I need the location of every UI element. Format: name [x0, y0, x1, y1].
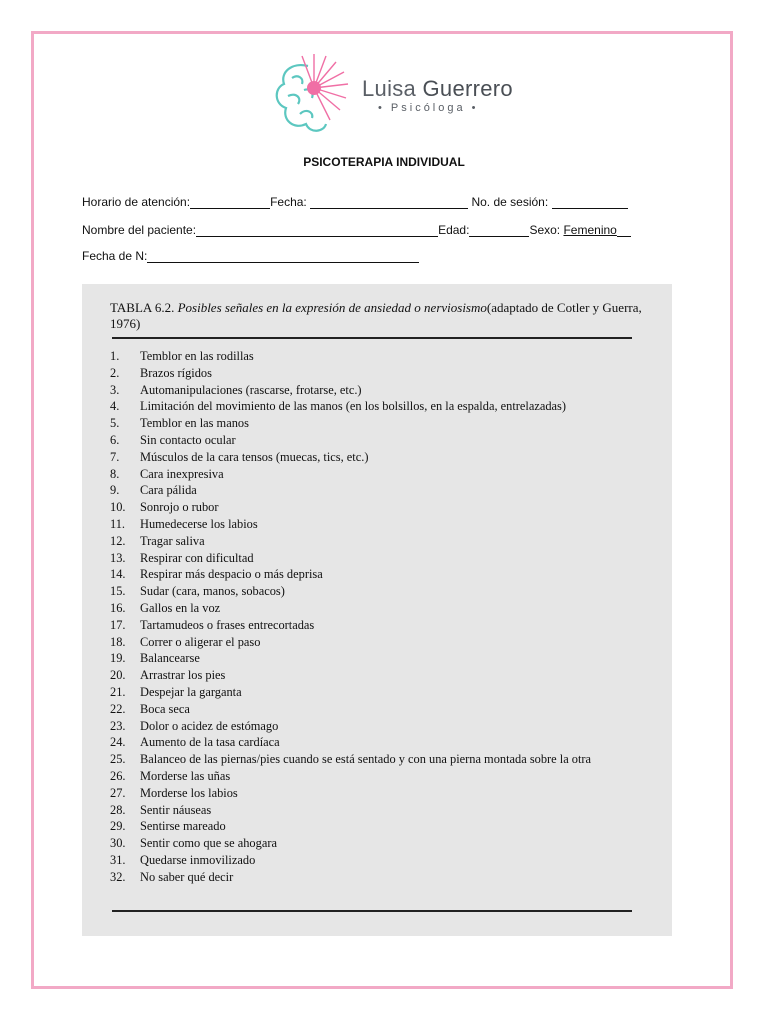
top-rule: [112, 337, 632, 339]
item-text: Músculos de la cara tensos (muecas, tics, etc.): [140, 449, 369, 464]
item-number: 14.: [110, 567, 126, 582]
item-text: Brazos rígidos: [140, 365, 212, 380]
sexo-label: Sexo:: [529, 223, 561, 237]
sexo-underline: [617, 223, 631, 237]
list-item: [110, 516, 640, 533]
table-title-italic: Posibles señales en la expresión de ansiedad o nerviosismo: [177, 300, 487, 315]
list-item: [110, 684, 640, 701]
item-text: Respirar con dificultad: [140, 550, 254, 565]
item-number: 15.: [110, 584, 126, 599]
page-title: PSICOTERAPIA INDIVIDUAL: [303, 155, 465, 169]
item-text: Gallos en la voz: [140, 600, 221, 615]
item-text: Temblor en las manos: [140, 416, 249, 431]
item-number: 31.: [110, 852, 126, 867]
anxiety-signs-table: [82, 284, 672, 936]
bottom-rule: [112, 910, 632, 912]
brand-subtitle: • Psicóloga •: [378, 102, 479, 114]
list-item: [110, 600, 640, 617]
list-item: [110, 432, 640, 449]
item-text: Sentir náuseas: [140, 802, 212, 817]
paciente-field[interactable]: [196, 223, 438, 237]
item-number: 9.: [110, 483, 120, 498]
item-number: 1.: [110, 349, 120, 363]
item-number: 28.: [110, 802, 126, 817]
item-text: Sentirse mareado: [140, 819, 226, 834]
item-text: Tragar saliva: [140, 533, 205, 548]
brand-first-name: Luisa: [362, 76, 417, 101]
brand-last-name: Guerrero: [422, 76, 513, 101]
item-text: Sentir como que se ahogara: [140, 836, 277, 851]
item-number: 11.: [110, 516, 126, 531]
list-item: [110, 398, 640, 415]
item-text: Balanceo de las piernas/pies cuando se está sentado y con una pierna montada sobre la otra: [140, 752, 592, 767]
sesion-field[interactable]: [552, 195, 628, 209]
item-number: 16.: [110, 600, 126, 615]
item-text: Morderse las uñas: [140, 768, 231, 783]
sexo-value[interactable]: Femenino: [563, 223, 617, 237]
item-number: 6.: [110, 432, 120, 447]
item-number: 21.: [110, 684, 126, 699]
item-number: 4.: [110, 399, 120, 414]
list-item: [110, 650, 640, 667]
item-text: Quedarse inmovilizado: [140, 852, 256, 867]
list-item: [110, 852, 640, 869]
item-number: 18.: [110, 634, 126, 649]
fecha-field[interactable]: [310, 195, 468, 209]
list-item: [110, 550, 640, 567]
list-item: [110, 718, 640, 735]
horario-label: Horario de atención:: [82, 195, 191, 209]
paciente-label: Nombre del paciente:: [82, 223, 197, 237]
list-item: [110, 835, 640, 852]
item-text: Boca seca: [140, 701, 190, 716]
item-number: 27.: [110, 785, 126, 800]
fecha-label: Fecha:: [270, 195, 307, 209]
item-text: Cara pálida: [140, 483, 197, 498]
list-item: [110, 785, 640, 802]
list-item: [110, 667, 640, 684]
item-number: 5.: [110, 416, 120, 431]
list-item: [110, 382, 640, 399]
list-item: [110, 617, 640, 634]
list-item: [110, 734, 640, 751]
table-title: [110, 300, 650, 332]
item-number: 10.: [110, 500, 126, 515]
list-item: [110, 499, 640, 516]
item-text: Despejar la garganta: [140, 684, 242, 699]
form-row-1: [82, 195, 628, 209]
list-item: [110, 802, 640, 819]
item-number: 3.: [110, 382, 120, 397]
item-text: Morderse los labios: [140, 785, 238, 800]
item-text: Humedecerse los labios: [140, 516, 258, 531]
item-text: Respirar más despacio o más deprisa: [140, 567, 323, 582]
table-items: [110, 348, 640, 886]
list-item: [110, 869, 640, 886]
form-row-2: [82, 223, 631, 237]
item-text: Sudar (cara, manos, sobacos): [140, 584, 285, 599]
item-number: 7.: [110, 449, 120, 464]
brand-name: [362, 76, 513, 102]
fecha-nac-field[interactable]: [147, 249, 419, 263]
item-text: Cara inexpresiva: [140, 466, 224, 481]
list-item: [110, 482, 640, 499]
item-number: 30.: [110, 836, 126, 851]
table-label: TABLA 6.2.: [110, 300, 175, 315]
list-item: [110, 348, 640, 365]
table-title-rest: (adaptado de Cotler y Guerra, 1976): [110, 300, 642, 331]
item-number: 19.: [110, 651, 126, 666]
item-number: 13.: [110, 550, 126, 565]
item-text: Automanipulaciones (rascarse, frotarse, etc.): [140, 382, 362, 397]
item-number: 12.: [110, 533, 126, 548]
list-item: [110, 415, 640, 432]
item-number: 25.: [110, 752, 126, 767]
item-text: Correr o aligerar el paso: [140, 634, 261, 649]
item-number: 2.: [110, 365, 120, 380]
item-number: 32.: [110, 869, 126, 884]
item-text: Limitación del movimiento de las manos (en los bolsillos, en la espalda, entrelazadas): [140, 399, 566, 414]
item-text: Balancearse: [140, 651, 200, 666]
list-item: [110, 634, 640, 651]
list-item: [110, 818, 640, 835]
list-item: [110, 583, 640, 600]
item-text: Dolor o acidez de estómago: [140, 718, 279, 733]
item-text: Temblor en las rodillas: [140, 349, 254, 363]
item-number: 24.: [110, 735, 126, 750]
fecha-nac-label: Fecha de N:: [82, 249, 148, 263]
item-number: 26.: [110, 768, 126, 783]
list-item: [110, 365, 640, 382]
list-item: [110, 566, 640, 583]
item-text: Tartamudeos o frases entrecortadas: [140, 617, 315, 632]
item-number: 17.: [110, 617, 126, 632]
edad-field[interactable]: [469, 223, 529, 237]
list-item: [110, 768, 640, 785]
horario-field[interactable]: [190, 195, 270, 209]
item-number: 8.: [110, 466, 120, 481]
form-row-3: [82, 249, 419, 263]
list-item: [110, 533, 640, 550]
item-number: 23.: [110, 718, 126, 733]
list-item: [110, 751, 640, 768]
item-text: No saber qué decir: [140, 869, 234, 884]
item-text: Sin contacto ocular: [140, 432, 236, 447]
item-number: 22.: [110, 701, 126, 716]
item-text: Aumento de la tasa cardíaca: [140, 735, 280, 750]
list-item: [110, 701, 640, 718]
item-text: Arrastrar los pies: [140, 668, 226, 683]
edad-label: Edad:: [438, 223, 470, 237]
item-text: Sonrojo o rubor: [140, 500, 219, 515]
item-number: 29.: [110, 819, 126, 834]
list-item: [110, 466, 640, 483]
sesion-label: No. de sesión:: [471, 195, 549, 209]
item-number: 20.: [110, 668, 126, 683]
list-item: [110, 449, 640, 466]
